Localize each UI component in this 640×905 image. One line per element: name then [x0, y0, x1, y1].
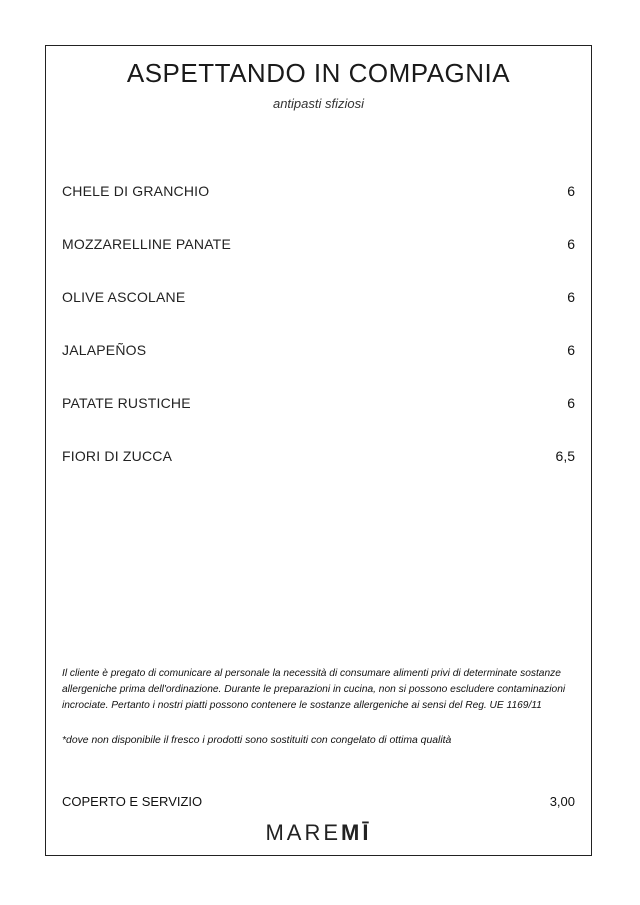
menu-item-name: OLIVE ASCOLANE: [62, 289, 186, 305]
menu-item: [62, 395, 575, 448]
menu-item: [62, 342, 575, 395]
menu-item-price: 6: [567, 395, 575, 411]
menu-item-name: PATATE RUSTICHE: [62, 395, 191, 411]
menu-item: [62, 289, 575, 342]
cover-charge-price: 3,00: [549, 794, 575, 809]
logo-text-bold: MĪ: [341, 820, 372, 845]
menu-items-list: [62, 183, 575, 501]
menu-item: [62, 183, 575, 236]
page-subtitle: antipasti sfiziosi: [272, 96, 365, 111]
menu-item-name: JALAPEÑOS: [62, 342, 147, 358]
menu-item-price: 6: [567, 289, 575, 305]
menu-item-name: FIORI DI ZUCCA: [62, 448, 173, 464]
menu-item-price: 6: [567, 342, 575, 358]
menu-item: [62, 236, 575, 289]
brand-logo: [46, 820, 591, 846]
menu-item-name: CHELE DI GRANCHIO: [62, 183, 210, 199]
menu-item: [62, 448, 575, 501]
logo-text-light: MARE: [265, 820, 342, 845]
menu-item-price: 6: [567, 183, 575, 199]
menu-item-name: MOZZARELLINE PANATE: [62, 236, 231, 252]
menu-item-price: 6: [567, 236, 575, 252]
page-title: ASPETTANDO IN COMPAGNIA: [126, 58, 511, 88]
cover-charge-label: COPERTO E SERVIZIO: [62, 794, 203, 809]
menu-item-price: 6,5: [555, 448, 575, 464]
allergen-notice: Il cliente è pregato di comunicare al personale la necessità di consumare alimenti privi di determinate sostanze allergeniche prima dell'ordinazione. Durante le preparazioni in cucina, non si possono escludere contaminazioni incrociate. Pertanto i nostri piatti possono contenere le sostanze allergeniche ai sensi del Reg. UE 1169/11: [62, 668, 566, 711]
frozen-products-note: *dove non disponibile il fresco i prodotti sono sostituiti con congelato di ottima qualità: [62, 735, 452, 746]
menu-page: [45, 45, 592, 856]
